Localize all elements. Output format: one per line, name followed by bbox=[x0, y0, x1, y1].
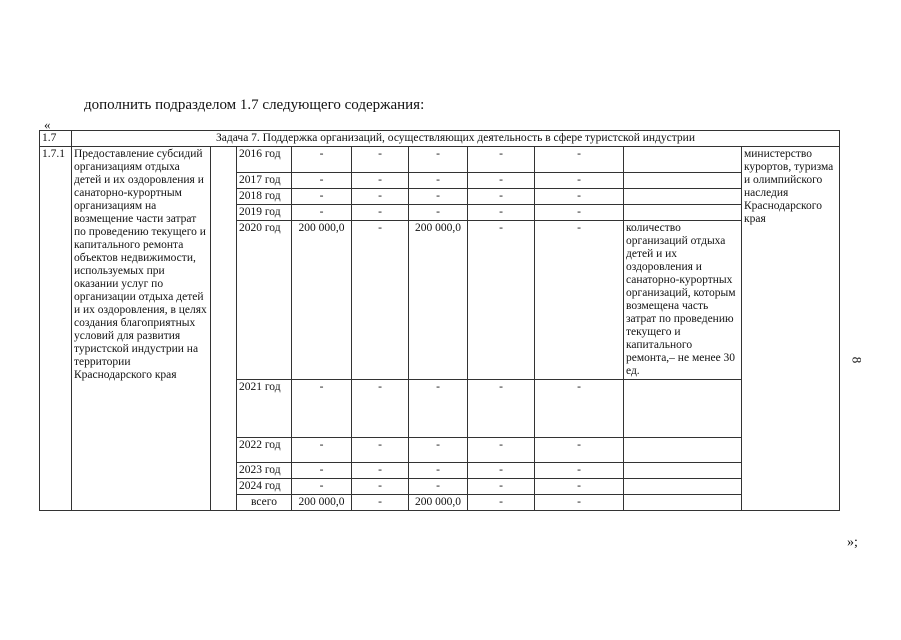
result-cell bbox=[624, 205, 742, 221]
open-quote: « bbox=[44, 117, 51, 132]
year-cell: 2017 год bbox=[237, 173, 292, 189]
result-cell bbox=[624, 189, 742, 205]
item-name: Предоставление субсидий организациям отдыха детей и их оздоровления и санаторно-курортным организациям на возмещение части затрат по проведению текущего и капитального ремонта объектов недвижимости, используемых при оказании услуг по организации отдыха детей и их оздоровления, в целях создания благоприятных условий для развития туристской индустрии на территории Краснодарского края bbox=[72, 147, 211, 511]
regional-cell: 200 000,0 bbox=[409, 495, 468, 511]
year-cell: 2018 год bbox=[237, 189, 292, 205]
result-cell bbox=[624, 380, 742, 438]
other-cell: - bbox=[535, 479, 624, 495]
result-cell: количество организаций отдыха детей и их оздоровления и санаторно-курортных организаций, которым возмещена часть затрат по проведению текущего и капитального ремонта,– не менее 30 ед. bbox=[624, 221, 742, 380]
year-cell: 2016 год bbox=[237, 147, 292, 173]
year-cell: 2024 год bbox=[237, 479, 292, 495]
result-cell bbox=[624, 438, 742, 463]
table-row bbox=[40, 147, 840, 173]
regional-cell: - bbox=[409, 173, 468, 189]
other-cell: - bbox=[535, 147, 624, 173]
local-cell: - bbox=[468, 463, 535, 479]
local-cell: - bbox=[468, 479, 535, 495]
local-cell: - bbox=[468, 380, 535, 438]
result-cell bbox=[624, 495, 742, 511]
federal-cell: - bbox=[352, 189, 409, 205]
section-title: Задача 7. Поддержка организаций, осуществляющих деятельность в сфере туристской индустрии bbox=[72, 131, 840, 147]
federal-cell: - bbox=[352, 173, 409, 189]
responsible-cell: министерство курортов, туризма и олимпийского наследия Краснодарского края bbox=[742, 147, 840, 511]
federal-cell: - bbox=[352, 380, 409, 438]
page-number: 8 bbox=[849, 356, 865, 364]
local-cell: - bbox=[468, 147, 535, 173]
year-cell: всего bbox=[237, 495, 292, 511]
other-cell: - bbox=[535, 495, 624, 511]
total-cell: - bbox=[292, 438, 352, 463]
federal-cell: - bbox=[352, 205, 409, 221]
close-quote: »; bbox=[847, 535, 858, 550]
total-cell: - bbox=[292, 463, 352, 479]
regional-cell: - bbox=[409, 147, 468, 173]
item-code: 1.7.1 bbox=[40, 147, 72, 511]
total-cell: - bbox=[292, 189, 352, 205]
regional-cell: - bbox=[409, 189, 468, 205]
other-cell: - bbox=[535, 380, 624, 438]
year-cell: 2021 год bbox=[237, 380, 292, 438]
year-cell: 2020 год bbox=[237, 221, 292, 380]
regional-cell: 200 000,0 bbox=[409, 221, 468, 380]
federal-cell: - bbox=[352, 438, 409, 463]
federal-cell: - bbox=[352, 221, 409, 380]
section-row bbox=[40, 131, 840, 147]
local-cell: - bbox=[468, 438, 535, 463]
total-cell: - bbox=[292, 380, 352, 438]
local-cell: - bbox=[468, 205, 535, 221]
local-cell: - bbox=[468, 173, 535, 189]
intro-text: дополнить подразделом 1.7 следующего содержания: bbox=[84, 97, 425, 113]
local-cell: - bbox=[468, 189, 535, 205]
total-cell: 200 000,0 bbox=[292, 221, 352, 380]
total-cell: - bbox=[292, 173, 352, 189]
total-cell: - bbox=[292, 147, 352, 173]
regional-cell: - bbox=[409, 463, 468, 479]
total-cell: - bbox=[292, 479, 352, 495]
year-cell: 2023 год bbox=[237, 463, 292, 479]
result-cell bbox=[624, 147, 742, 173]
federal-cell: - bbox=[352, 479, 409, 495]
federal-cell: - bbox=[352, 495, 409, 511]
program-table bbox=[39, 130, 840, 511]
federal-cell: - bbox=[352, 463, 409, 479]
other-cell: - bbox=[535, 221, 624, 380]
result-cell bbox=[624, 463, 742, 479]
result-cell bbox=[624, 479, 742, 495]
other-cell: - bbox=[535, 189, 624, 205]
section-code: 1.7 bbox=[40, 131, 72, 147]
other-cell: - bbox=[535, 173, 624, 189]
local-cell: - bbox=[468, 221, 535, 380]
local-cell: - bbox=[468, 495, 535, 511]
total-cell: - bbox=[292, 205, 352, 221]
regional-cell: - bbox=[409, 205, 468, 221]
empty-column bbox=[211, 147, 237, 511]
year-cell: 2022 год bbox=[237, 438, 292, 463]
other-cell: - bbox=[535, 205, 624, 221]
other-cell: - bbox=[535, 438, 624, 463]
result-cell bbox=[624, 173, 742, 189]
total-cell: 200 000,0 bbox=[292, 495, 352, 511]
other-cell: - bbox=[535, 463, 624, 479]
regional-cell: - bbox=[409, 438, 468, 463]
regional-cell: - bbox=[409, 380, 468, 438]
regional-cell: - bbox=[409, 479, 468, 495]
year-cell: 2019 год bbox=[237, 205, 292, 221]
federal-cell: - bbox=[352, 147, 409, 173]
